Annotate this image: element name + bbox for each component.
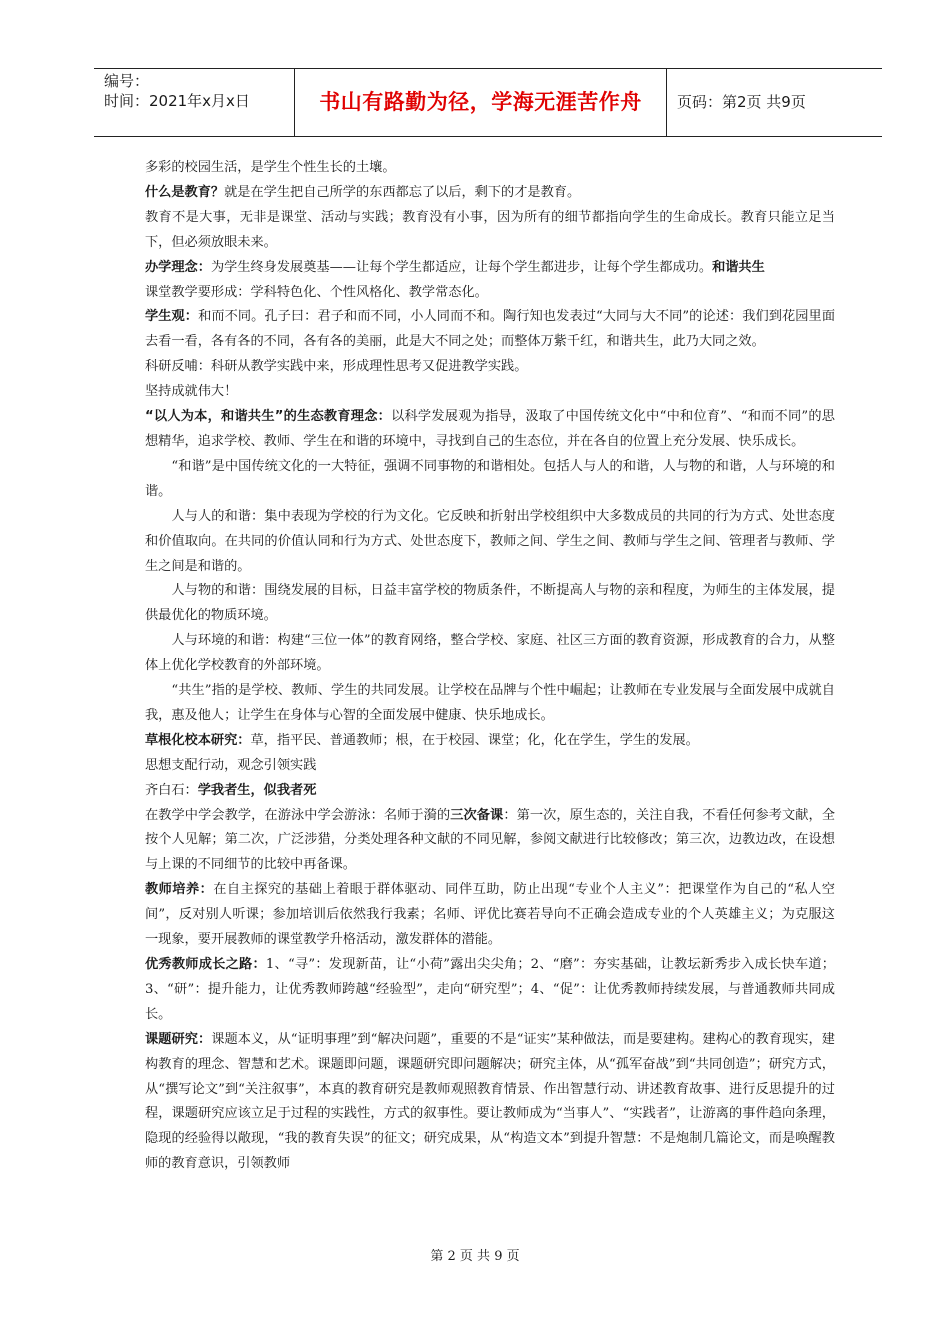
paragraph [145, 579, 835, 629]
page-footer: 第 2 页 共 9 页 [430, 1249, 520, 1264]
paragraph-text: 思想支配行动，观念引领实践 [145, 757, 317, 773]
bold-text: 学我者生，似我者死 [197, 782, 317, 798]
paragraph-text: 多彩的校园生活，是学生个性生长的土壤。 [145, 160, 396, 175]
paragraph [145, 380, 835, 405]
paragraph [145, 729, 835, 754]
paragraph [145, 505, 835, 580]
bold-text: 课题研究： [145, 1031, 212, 1047]
paragraph [145, 878, 835, 953]
paragraph-text: 和而不同。孔子曰：君子和而不同，小人同而不和。陶行知也发表过“大同与大不同”的论述：我们到花园里面去看一看，各有各的不同，各有各的美丽，此是大不同之处；而整体万紫千红，和谐共生，此乃大同之效。 [145, 309, 836, 350]
paragraph [145, 779, 835, 804]
paragraph-text: 1、“寻”：发现新苗，让“小荷”露出尖尖角；2、“磨”：夯实基础，让教坛新秀步入成长快车道；3、“研”：提升能力，让优秀教师跨越“经验型”，走向“研究型”；4、“促”：让优秀教师持续发展，与普通教师共同成长。 [145, 957, 835, 1022]
bold-text: 草根化校本研究： [145, 732, 251, 748]
paragraph-text: 教育不是大事，无非是课堂、活动与实践；教育没有小事，因为所有的细节都指向学生的生命成长。教育只能立足当下，但必须放眼未来。 [145, 209, 835, 250]
paragraph-text: 人与环境的和谐：构建“三位一体”的教育网络，整合学校、家庭、社区三方面的教育资源，形成教育的合力，从整体上优化学校教育的外部环境。 [145, 633, 835, 674]
paragraph [145, 206, 835, 256]
paragraph [145, 679, 835, 729]
paragraph-text: 以科学发展观为指导，汲取了中国传统文化中“中和位育”、“和而不同”的思想精华，追求学校、教师、学生在和谐的环境中，寻找到自己的生态位，并在各自的位置上充分发展、快乐成长。 [145, 409, 835, 449]
paragraph [145, 256, 835, 281]
paragraph-text: 课题本义，从“证明事理”到“解决问题”，重要的不是“证实”某种做法，而是要建构。建构心的教育现实，建构教育的理念、智慧和艺术。课题即问题，课题研究即问题解决；研究主体，从“孤军奋战”到“共同创造”；研究方式，从“撰写论文”到“关注叙事”，本真的教育研究是教师观照教育情景、作出智慧行动、讲述教育故事、进行反思提升的过程，课题研究应该立足于过程的实践性，方式的叙事性。要让教师成为“当事人”、“实践者”，让游离的事件趋向条理，隐现的经验得以敞现，“我的教育失误”的征文；研究成果，从“构造文本”到提升智慧：不是炮制几篇论文，而是唤醒教师的教育意识，引领教师 [145, 1031, 835, 1172]
paragraph-text: 为学生终身发展奠基——让每个学生都适应，让每个学生都进步，让每个学生都成功。 [210, 259, 713, 275]
paragraph [145, 305, 835, 355]
doc-code-label: 编号： [104, 72, 150, 90]
paragraph [145, 355, 835, 380]
bold-text: 教师培养： [145, 882, 214, 898]
paragraph [145, 156, 835, 181]
paragraph-text: 坚持成就伟大！ [145, 384, 238, 400]
header-motto: 书山有路勤为径，学海无涯苦作舟 [295, 69, 667, 136]
bold-text: 三次备课 [450, 807, 504, 823]
bold-text: 办学理念： [145, 259, 211, 275]
paragraph-text: “和谐”是中国传统文化的一大特征，强调不同事物的和谐相处。包括人与人的和谐，人与物的和谐，人与环境的和谐。 [145, 458, 835, 499]
paragraph [145, 1028, 835, 1177]
paragraph [145, 804, 835, 879]
document-body [145, 156, 835, 1177]
bold-text: 和谐共生 [712, 259, 765, 275]
paragraph-text: 在教学中学会教学，在游泳中学会游泳：名师于漪的 [145, 807, 451, 823]
bold-text: 优秀教师成长之路： [145, 957, 266, 972]
bold-text: 什么是教育？ [145, 184, 225, 200]
header-page-number: 页码：第2页 共9页 [677, 93, 806, 111]
paragraph-text: 课堂教学要形成：学科特色化、个性风格化、教学常态化。 [145, 284, 488, 300]
paragraph-text: 在自主探究的基础上着眼于群体驱动、同伴互助，防止出现“专业个人主义”：把课堂作为自己的“私人空间”，反对别人听课；参加培训后依然我行我素；名师、评优比赛若导向不正确会造成专业的个人英雄主义；为克服这一现象，要开展教师的课堂教学升格活动，激发群体的潜能。 [145, 882, 835, 948]
paragraph-text: 草，指平民、普通教师；根，在于校园、课堂；化，化在学生，学生的发展。 [250, 732, 699, 748]
paragraph-text: ：第一次，原生态的，关注自我，不看任何参考文献，全按个人见解；第二次，广泛涉猎，分类处理各种文献的不同见解，参阅文献进行比较修改；第三次，边教边改，在设想与上课的不同细节的比较中再备课。 [145, 807, 836, 873]
paragraph [145, 281, 835, 306]
paragraph [145, 629, 835, 679]
paragraph [145, 754, 835, 779]
bold-text: 学生观： [145, 309, 199, 325]
bold-text: “以人为本，和谐共生”的生态教育理念： [145, 409, 392, 425]
paragraph-text: “共生”指的是学校、教师、学生的共同发展。让学校在品牌与个性中崛起；让教师在专业发展与全面发展中成就自我，惠及他人；让学生在身体与心智的全面发展中健康、快乐地成长。 [145, 683, 835, 723]
paragraph [145, 953, 835, 1028]
paragraph-text: 人与人的和谐：集中表现为学校的行为文化。它反映和折射出学校组织中大多数成员的共同的行为方式、处世态度和价值取向。在共同的价值认同和行为方式、处世态度下，教师之间、学生之间、教师与学生之间、管理者与教师、学生之间是和谐的。 [145, 508, 835, 574]
paragraph [145, 455, 835, 505]
page-header [94, 68, 882, 137]
paragraph [145, 405, 835, 455]
paragraph-text: 就是在学生把自己所学的东西都忘了以后，剩下的才是教育。 [224, 184, 581, 200]
paragraph-text: 人与物的和谐：围绕发展的目标，日益丰富学校的物质条件，不断提高人与物的亲和程度，为师生的主体发展，提供最优化的物质环境。 [145, 583, 835, 624]
paragraph-text: 齐白石： [145, 782, 198, 798]
header-meta [94, 69, 295, 136]
paragraph [145, 181, 835, 206]
paragraph-text: 科研反哺：科研从教学实践中来，形成理性思考又促进教学实践。 [145, 359, 528, 375]
doc-date: 时间：2021年x月x日 [104, 92, 250, 110]
